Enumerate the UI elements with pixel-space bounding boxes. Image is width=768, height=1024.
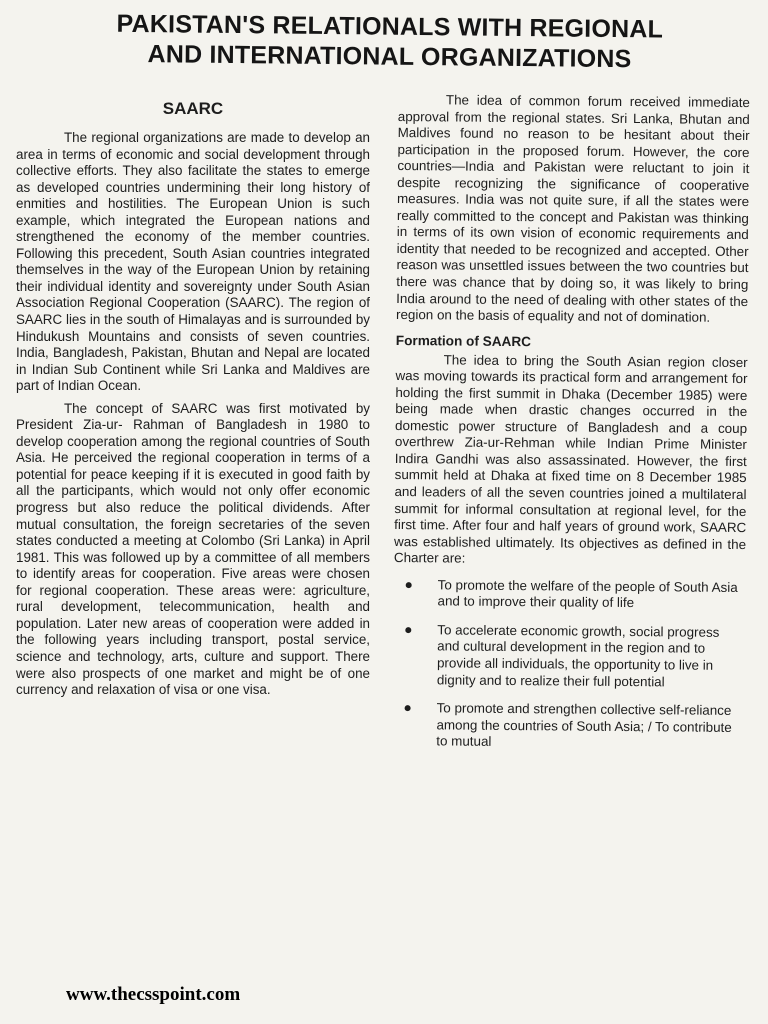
objective-item <box>392 700 744 753</box>
objective-item <box>393 577 745 613</box>
paragraph-intro: The regional organizations are made to develop an area in terms of economic and social development through collective efforts. They also facilitate the states to emerge as developed countries undermining their long history of enmities and hostilities. The European Union is such example, which integrated the European nations and strengthened the economy of the member countries. Following this precedent, South Asian countries integrated themselves in the way of the European Union by retaining their individual identity and sovereignty under South Asian Association Regional Cooperation (SAARC). The region of SAARC lies in the south of Himalayas and is surrounded by Hindukush Mountains and consists of seven countries. India, Bangladesh, Pakistan, Bhutan and Nepal are located in Indian Sub Continent while Sri Lanka and Maldives are part of Indian Ocean. <box>16 130 370 394</box>
paragraph-concept: The concept of SAARC was first motivated by President Zia-ur- Rahman of Bangladesh in 1980 to develop cooperation among the regional countries of South Asia. He perceived the regional cooperation in terms of a potential for peace keeping if it is executed in good faith by all the participants, which would not only offer economic progress but also reduce the political dividends. After mutual consultation, the foreign secretaries of the seven states conducted a meeting at Colombo (Sri Lanka) in April 1981. This was followed up by a committee of all members to identify areas for cooperation. Five areas were chosen for regional cooperation. These areas were: agriculture, rural development, telecommunication, health and population. Later new areas of cooperation were added in the following years including transport, postal service, science and technology, arts, culture and support. There were also prospects of one market and might be of one currency and relaxation of visa or one visa. <box>16 400 370 698</box>
objective-item <box>393 622 746 691</box>
page-title-line-1: PAKISTAN'S RELATIONALS WITH REGIONAL <box>116 9 664 44</box>
sub-heading-formation: Formation of SAARC <box>395 332 532 349</box>
left-column <box>16 92 370 699</box>
page-title <box>39 8 740 75</box>
paragraph-common-forum: The idea of common forum received immediate approval from the regional states. Sri Lanka, Bhutan and Maldives found no reason to be hesitant about their participation in the proposed forum. However, the core countries—India and Pakistan were reluctant to join it despite recognizing the significance of cooperative measures. India was not quite sure, if all the states were really committed to the concept and Pakistan was thinking in terms of its own vision of economic requirements and identity that needed to be recognized and accepted. Other reason was unsettled issues between the two countries but there was chance that by doing so, it was likely to bring India around to the need of dealing with other states of the region on the basis of equality and not of domination. <box>395 92 750 325</box>
bullet-icon <box>405 705 411 711</box>
objective-text: To promote the welfare of the people of South Asia and to improve their quality of life <box>437 577 738 611</box>
footer-website-url: www.thecsspoint.com <box>66 984 241 1005</box>
bullet-icon <box>406 582 412 588</box>
right-column <box>392 92 750 765</box>
section-heading-saarc: SAARC <box>162 99 224 118</box>
objective-text: To accelerate economic growth, social progress and cultural development in the region and to provide all individuals, the opportunity to live in dignity and to realize their full potential <box>436 622 720 689</box>
objectives-list <box>392 577 745 753</box>
bullet-icon <box>405 627 411 633</box>
paragraph-formation: The idea to bring the South Asian region closer was moving towards its practical form and arrangement for holding the first summit in Dhaka (December 1985) were being made when drastic changes occurred in the domestic power structure of Bangladesh and a coup overthrew Zia-ur-Rehman while Indian Prime Minister Indira Gandhi was also assassinated. However, the first summit held at Dhaka at fixed time on 8 December 1985 and leaders of all the seven countries joined a multilateral summit for informal consultation at regional level, for the first time. After four and half years of ground work, SAARC was established ultimately. Its objectives as defined in the Charter are: <box>393 352 748 566</box>
objective-text: To promote and strengthen collective self-reliance among the countries of South Asia; / To contribute to mutual <box>436 700 732 749</box>
page-title-line-2: AND INTERNATIONAL ORGANIZATIONS <box>147 40 632 74</box>
